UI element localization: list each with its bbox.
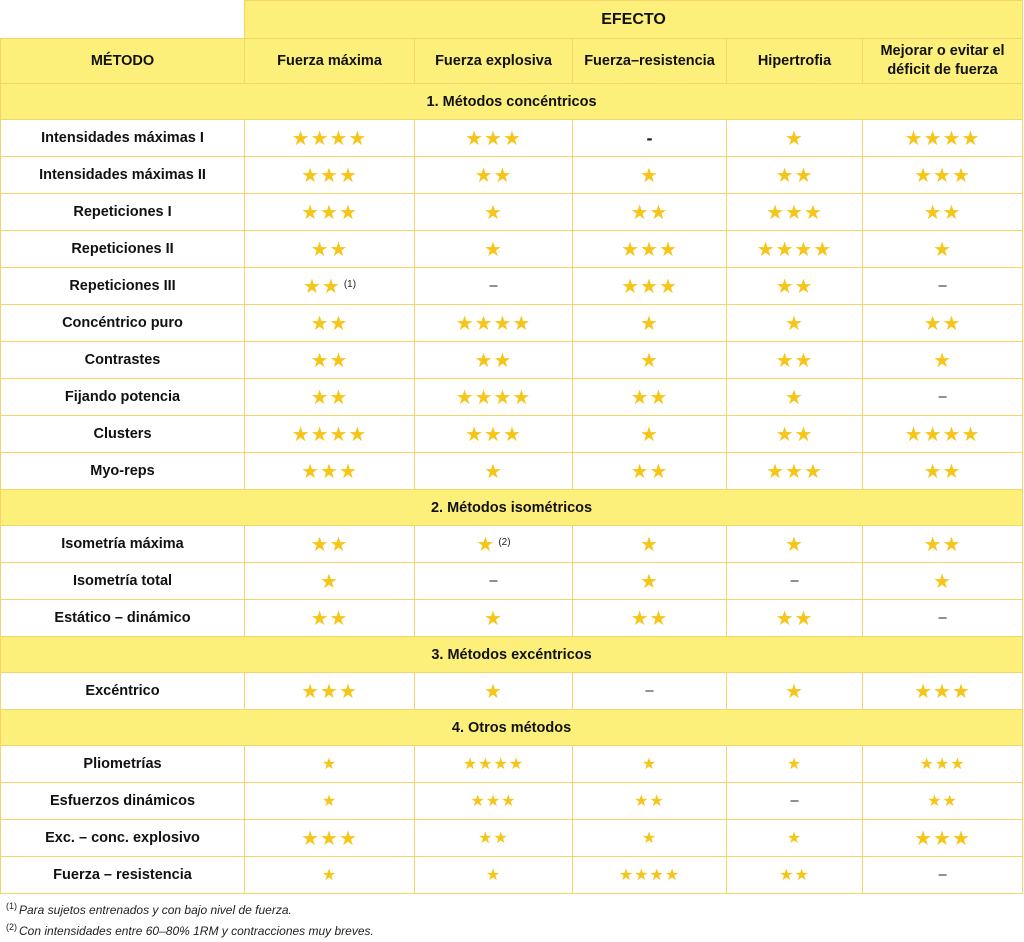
method-label: Esfuerzos dinámicos — [1, 783, 245, 820]
col-header-fuerza-maxima: Fuerza máxima — [245, 39, 415, 84]
star-rating-icon: ★★ — [310, 607, 349, 630]
table-row — [1, 231, 1023, 268]
star-rating-icon: ★ — [484, 238, 503, 261]
star-rating-icon: ★★★★ — [455, 386, 532, 409]
rating-cell-fuerza-explosiva — [415, 305, 573, 342]
rating-cell-hipertrofia — [727, 820, 863, 857]
star-rating-icon: ★★ — [310, 238, 349, 261]
star-rating-icon: ★ — [320, 570, 339, 593]
rating-cell-fuerza-explosiva — [415, 157, 573, 194]
method-label: Clusters — [1, 416, 245, 453]
method-label: Contrastes — [1, 342, 245, 379]
star-rating-icon: ★★★ — [301, 460, 358, 483]
star-rating-icon: ★ — [640, 312, 659, 335]
dash-mark: – — [645, 683, 654, 699]
dash-mark: – — [790, 573, 799, 589]
rating-cell-fuerza-explosiva — [415, 120, 573, 157]
method-label: Fuerza – resistencia — [1, 857, 245, 894]
rating-cell-deficit-fuerza — [863, 820, 1023, 857]
method-label: Intensidades máximas II — [1, 157, 245, 194]
table-row — [1, 453, 1023, 490]
star-rating-icon: ★ — [640, 570, 659, 593]
star-rating-icon: ★ — [786, 756, 803, 773]
rating-cell-fuerza-maxima — [245, 416, 415, 453]
star-rating-icon: ★★ — [779, 867, 810, 884]
star-rating-icon: ★★ — [474, 164, 513, 187]
rating-cell-fuerza-resistencia — [573, 526, 727, 563]
rating-cell-hipertrofia — [727, 379, 863, 416]
rating-cell-deficit-fuerza — [863, 453, 1023, 490]
dash-mark: – — [489, 573, 498, 589]
footnote-mark: (2) — [6, 922, 17, 932]
rating-cell-hipertrofia — [727, 783, 863, 820]
rating-cell-fuerza-resistencia — [573, 746, 727, 783]
table-row — [1, 379, 1023, 416]
table-row — [1, 783, 1023, 820]
star-rating-icon: ★★★★ — [904, 423, 981, 446]
rating-cell-fuerza-maxima — [245, 157, 415, 194]
rating-cell-fuerza-explosiva — [415, 268, 573, 305]
star-rating-icon: ★★ — [310, 386, 349, 409]
rating-cell-hipertrofia — [727, 673, 863, 710]
method-label: Isometría total — [1, 563, 245, 600]
corner-blank — [1, 1, 245, 39]
method-label: Concéntrico puro — [1, 305, 245, 342]
star-rating-icon: ★ — [641, 830, 658, 847]
table-row — [1, 268, 1023, 305]
method-label: Estático – dinámico — [1, 600, 245, 637]
star-rating-icon: ★★ — [775, 275, 814, 298]
rating-cell-hipertrofia — [727, 600, 863, 637]
rating-cell-fuerza-resistencia — [573, 305, 727, 342]
rating-cell-fuerza-maxima — [245, 268, 415, 305]
footnote — [6, 919, 374, 940]
star-rating-icon: ★★★ — [621, 275, 678, 298]
table-row — [1, 157, 1023, 194]
rating-cell-fuerza-maxima — [245, 746, 415, 783]
star-rating-icon: ★ — [476, 533, 496, 556]
star-rating-icon: ★ — [785, 680, 804, 703]
rating-cell-fuerza-resistencia — [573, 820, 727, 857]
rating-cell-fuerza-explosiva — [415, 194, 573, 231]
table-row — [1, 342, 1023, 379]
rating-cell-deficit-fuerza — [863, 231, 1023, 268]
dash-mark: – — [938, 867, 947, 883]
method-label: Pliometrías — [1, 746, 245, 783]
star-rating-icon: ★ — [640, 349, 659, 372]
section-title: 1. Métodos concéntricos — [1, 84, 1023, 120]
rating-cell-deficit-fuerza — [863, 746, 1023, 783]
rating-cell-deficit-fuerza — [863, 379, 1023, 416]
star-rating-icon: ★★★ — [301, 680, 358, 703]
footnote — [6, 898, 374, 919]
star-rating-icon: ★★★★ — [904, 127, 981, 150]
rating-cell-deficit-fuerza — [863, 673, 1023, 710]
rating-cell-fuerza-resistencia — [573, 157, 727, 194]
rating-cell-deficit-fuerza — [863, 157, 1023, 194]
rating-cell-deficit-fuerza — [863, 342, 1023, 379]
star-rating-icon: ★ — [321, 867, 338, 884]
star-rating-icon: ★★ — [630, 386, 669, 409]
col-header-fuerza-resistencia: Fuerza–resistencia — [573, 39, 727, 84]
star-rating-icon: ★★★ — [914, 827, 971, 850]
rating-cell-deficit-fuerza — [863, 563, 1023, 600]
section-header-row — [1, 84, 1023, 120]
star-rating-icon: ★★★★ — [291, 423, 368, 446]
rating-cell-fuerza-maxima — [245, 673, 415, 710]
star-rating-icon: ★ — [933, 349, 952, 372]
rating-cell-fuerza-resistencia — [573, 268, 727, 305]
rating-cell-fuerza-maxima — [245, 453, 415, 490]
section-title: 4. Otros métodos — [1, 710, 1023, 746]
star-rating-icon: ★ — [484, 680, 503, 703]
star-rating-icon: ★★★ — [465, 423, 522, 446]
star-rating-icon: ★★ — [310, 533, 349, 556]
star-rating-icon: ★★★ — [621, 238, 678, 261]
star-rating-icon: ★ — [484, 460, 503, 483]
rating-cell-fuerza-resistencia — [573, 857, 727, 894]
rating-cell-hipertrofia — [727, 231, 863, 268]
rating-cell-hipertrofia — [727, 857, 863, 894]
rating-cell-hipertrofia — [727, 526, 863, 563]
rating-cell-hipertrofia — [727, 563, 863, 600]
star-rating-icon: ★★ — [927, 793, 958, 810]
star-rating-icon: ★★★ — [301, 827, 358, 850]
star-rating-icon: ★ — [321, 793, 338, 810]
footnote-text: Para sujetos entrenados y con bajo nivel de fuerza. — [19, 903, 292, 917]
star-rating-icon: ★★★ — [766, 460, 823, 483]
star-rating-icon: ★★ — [478, 830, 509, 847]
footnote-ref: (1) — [343, 278, 357, 290]
rating-cell-fuerza-resistencia — [573, 453, 727, 490]
star-rating-icon: ★ — [640, 423, 659, 446]
metodo-header: MÉTODO — [1, 39, 245, 84]
star-rating-icon: ★ — [640, 164, 659, 187]
rating-cell-fuerza-resistencia — [573, 673, 727, 710]
rating-cell-fuerza-maxima — [245, 231, 415, 268]
star-rating-icon: ★★★ — [914, 680, 971, 703]
rating-cell-hipertrofia — [727, 416, 863, 453]
star-rating-icon: ★★ — [630, 201, 669, 224]
table-row — [1, 857, 1023, 894]
star-rating-icon: ★ — [785, 127, 804, 150]
star-rating-icon: ★★★ — [766, 201, 823, 224]
star-rating-icon: ★ — [321, 756, 338, 773]
rating-cell-fuerza-resistencia — [573, 783, 727, 820]
method-label: Repeticiones I — [1, 194, 245, 231]
rating-cell-fuerza-resistencia — [573, 194, 727, 231]
rating-cell-fuerza-resistencia — [573, 231, 727, 268]
table-row — [1, 305, 1023, 342]
table-row — [1, 820, 1023, 857]
table-row — [1, 526, 1023, 563]
method-label: Excéntrico — [1, 673, 245, 710]
rating-cell-deficit-fuerza — [863, 416, 1023, 453]
rating-cell-hipertrofia — [727, 746, 863, 783]
rating-cell-fuerza-explosiva — [415, 563, 573, 600]
star-rating-icon: ★★★ — [465, 127, 522, 150]
rating-cell-hipertrofia — [727, 342, 863, 379]
method-label: Repeticiones II — [1, 231, 245, 268]
rating-cell-fuerza-resistencia — [573, 379, 727, 416]
star-rating-icon: ★ — [785, 386, 804, 409]
footnote-mark: (1) — [6, 901, 17, 911]
rating-cell-hipertrofia — [727, 157, 863, 194]
rating-cell-deficit-fuerza — [863, 783, 1023, 820]
section-header-row — [1, 710, 1023, 746]
rating-cell-hipertrofia — [727, 120, 863, 157]
col-header-fuerza-explosiva: Fuerza explosiva — [415, 39, 573, 84]
rating-cell-hipertrofia — [727, 453, 863, 490]
rating-cell-fuerza-maxima — [245, 820, 415, 857]
rating-cell-fuerza-explosiva — [415, 746, 573, 783]
star-rating-icon: ★ — [485, 867, 502, 884]
star-rating-icon: ★★★★ — [756, 238, 833, 261]
table-row — [1, 673, 1023, 710]
dash-mark: – — [938, 610, 947, 626]
star-rating-icon: ★★★★ — [618, 867, 681, 884]
star-rating-icon: ★★★ — [914, 164, 971, 187]
table-row — [1, 416, 1023, 453]
rating-cell-fuerza-resistencia — [573, 120, 727, 157]
rating-cell-fuerza-explosiva — [415, 600, 573, 637]
table-row — [1, 600, 1023, 637]
table-row — [1, 746, 1023, 783]
dash-mark: – — [489, 278, 498, 294]
rating-cell-fuerza-resistencia — [573, 342, 727, 379]
star-rating-icon: ★★ — [923, 312, 962, 335]
rating-cell-fuerza-explosiva — [415, 231, 573, 268]
star-rating-icon: ★★★ — [301, 201, 358, 224]
section-header-row — [1, 637, 1023, 673]
star-rating-icon: ★ — [484, 201, 503, 224]
star-rating-icon: ★★ — [775, 349, 814, 372]
rating-cell-fuerza-maxima — [245, 342, 415, 379]
rating-cell-deficit-fuerza — [863, 600, 1023, 637]
star-rating-icon: ★ — [641, 756, 658, 773]
dash-mark: – — [938, 278, 947, 294]
method-label: Intensidades máximas I — [1, 120, 245, 157]
rating-cell-deficit-fuerza — [863, 194, 1023, 231]
efecto-header: EFECTO — [245, 1, 1023, 39]
rating-cell-fuerza-maxima — [245, 600, 415, 637]
star-rating-icon: ★★ — [474, 349, 513, 372]
method-label: Exc. – conc. explosivo — [1, 820, 245, 857]
rating-cell-deficit-fuerza — [863, 857, 1023, 894]
star-rating-icon: ★★★ — [919, 756, 966, 773]
rating-cell-fuerza-maxima — [245, 379, 415, 416]
rating-cell-hipertrofia — [727, 194, 863, 231]
dash-mark: – — [790, 793, 799, 809]
rating-cell-deficit-fuerza — [863, 268, 1023, 305]
rating-cell-fuerza-maxima — [245, 305, 415, 342]
star-rating-icon: ★ — [786, 830, 803, 847]
rating-cell-deficit-fuerza — [863, 120, 1023, 157]
method-label: Myo-reps — [1, 453, 245, 490]
rating-cell-fuerza-resistencia — [573, 563, 727, 600]
dash-mark: - — [646, 127, 653, 148]
footnote-ref: (2) — [498, 536, 511, 548]
method-label: Repeticiones III — [1, 268, 245, 305]
table-row — [1, 120, 1023, 157]
rating-cell-fuerza-explosiva — [415, 526, 573, 563]
rating-cell-deficit-fuerza — [863, 305, 1023, 342]
footnote-text: Con intensidades entre 60–80% 1RM y contracciones muy breves. — [19, 924, 374, 938]
method-label: Fijando potencia — [1, 379, 245, 416]
star-rating-icon: ★★ — [630, 607, 669, 630]
rating-cell-hipertrofia — [727, 268, 863, 305]
star-rating-icon: ★★★ — [470, 793, 517, 810]
section-title: 3. Métodos excéntricos — [1, 637, 1023, 673]
star-rating-icon: ★★ — [630, 460, 669, 483]
star-rating-icon: ★★★★ — [291, 127, 368, 150]
rating-cell-fuerza-maxima — [245, 526, 415, 563]
star-rating-icon: ★★ — [634, 793, 665, 810]
col-header-deficit-fuerza: Mejorar o evitar el déficit de fuerza — [863, 39, 1023, 84]
footnotes — [6, 898, 374, 940]
star-rating-icon: ★★ — [775, 607, 814, 630]
rating-cell-fuerza-explosiva — [415, 453, 573, 490]
rating-cell-fuerza-resistencia — [573, 416, 727, 453]
star-rating-icon: ★ — [933, 238, 952, 261]
star-rating-icon: ★★ — [775, 423, 814, 446]
star-rating-icon: ★★ — [775, 164, 814, 187]
star-rating-icon: ★ — [484, 607, 503, 630]
rating-cell-fuerza-explosiva — [415, 673, 573, 710]
star-rating-icon: ★★ — [923, 460, 962, 483]
rating-cell-deficit-fuerza — [863, 526, 1023, 563]
star-rating-icon: ★ — [933, 570, 952, 593]
star-rating-icon: ★ — [785, 312, 804, 335]
section-title: 2. Métodos isométricos — [1, 490, 1023, 526]
rating-cell-fuerza-explosiva — [415, 379, 573, 416]
table-row — [1, 194, 1023, 231]
rating-cell-fuerza-explosiva — [415, 783, 573, 820]
star-rating-icon: ★ — [640, 533, 659, 556]
method-label: Isometría máxima — [1, 526, 245, 563]
rating-cell-fuerza-explosiva — [415, 857, 573, 894]
table-row — [1, 563, 1023, 600]
section-header-row — [1, 490, 1023, 526]
star-rating-icon: ★★ — [923, 201, 962, 224]
rating-cell-fuerza-explosiva — [415, 416, 573, 453]
star-rating-icon: ★★ — [923, 533, 962, 556]
rating-cell-fuerza-explosiva — [415, 820, 573, 857]
rating-cell-fuerza-explosiva — [415, 342, 573, 379]
col-header-hipertrofia: Hipertrofia — [727, 39, 863, 84]
rating-cell-fuerza-maxima — [245, 783, 415, 820]
star-rating-icon: ★★ — [310, 349, 349, 372]
rating-cell-fuerza-maxima — [245, 194, 415, 231]
rating-cell-fuerza-maxima — [245, 563, 415, 600]
star-rating-icon: ★★★ — [301, 164, 358, 187]
rating-cell-fuerza-maxima — [245, 120, 415, 157]
star-rating-icon: ★★ — [302, 275, 341, 298]
star-rating-icon: ★★ — [310, 312, 349, 335]
rating-cell-hipertrofia — [727, 305, 863, 342]
star-rating-icon: ★★★★ — [455, 312, 532, 335]
star-rating-icon: ★ — [785, 533, 804, 556]
dash-mark: – — [938, 389, 947, 405]
rating-cell-fuerza-resistencia — [573, 600, 727, 637]
star-rating-icon: ★★★★ — [462, 756, 525, 773]
rating-cell-fuerza-maxima — [245, 857, 415, 894]
